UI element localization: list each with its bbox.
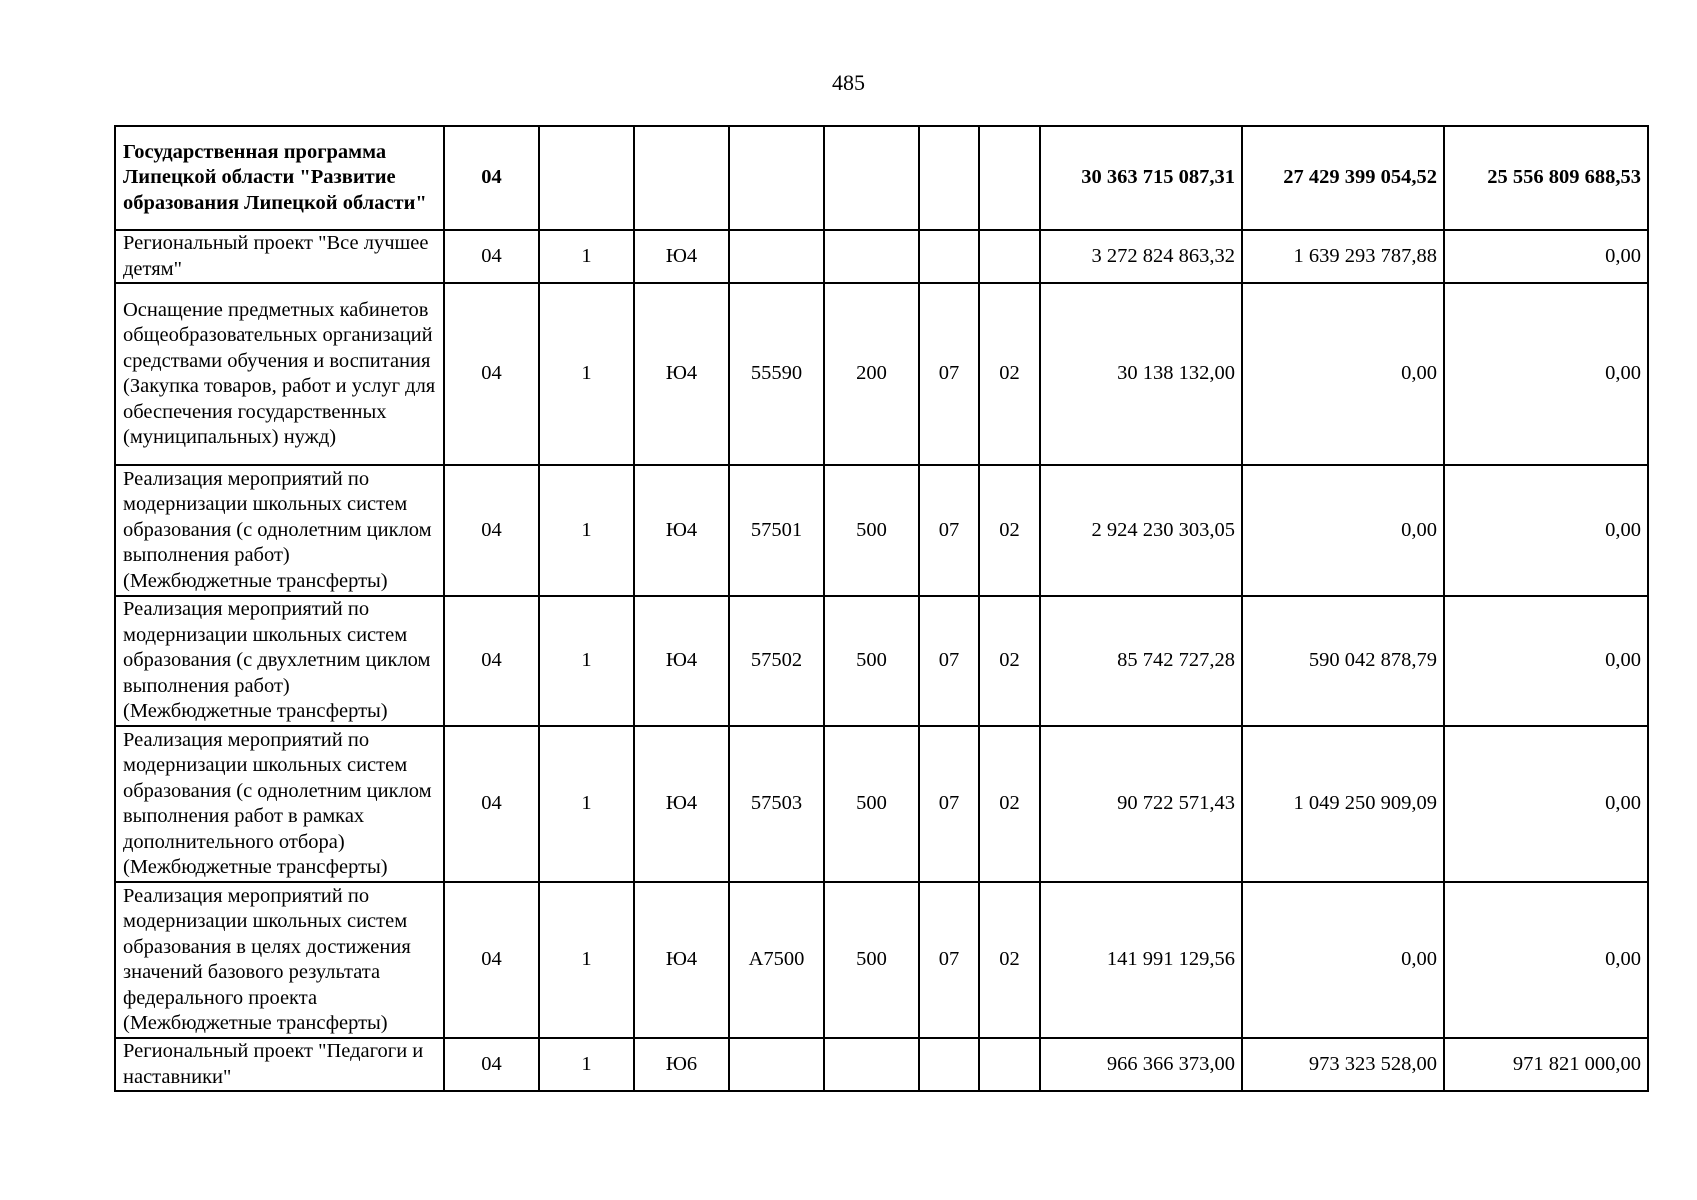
direction-code xyxy=(729,1038,824,1091)
row-name: Региональный проект "Педагоги и наставники" xyxy=(115,1038,444,1091)
amount-year-3: 0,00 xyxy=(1444,230,1648,283)
amount-year-2: 0,00 xyxy=(1242,882,1444,1038)
subprogram-code: 1 xyxy=(539,882,634,1038)
amount-year-2: 27 429 399 054,52 xyxy=(1242,126,1444,230)
subprogram-code: 1 xyxy=(539,230,634,283)
section-code: 07 xyxy=(919,596,979,726)
amount-year-3: 0,00 xyxy=(1444,283,1648,465)
subprogram-code: 1 xyxy=(539,465,634,596)
amount-year-2: 0,00 xyxy=(1242,283,1444,465)
amount-year-3: 971 821 000,00 xyxy=(1444,1038,1648,1091)
table-row xyxy=(115,283,1648,465)
subsection-code xyxy=(979,126,1040,230)
program-code: 04 xyxy=(444,126,539,230)
project-code: Ю4 xyxy=(634,465,729,596)
expense-type-code xyxy=(824,230,919,283)
table-row xyxy=(115,465,1648,596)
table-row xyxy=(115,230,1648,283)
amount-year-1: 2 924 230 303,05 xyxy=(1040,465,1242,596)
subsection-code: 02 xyxy=(979,283,1040,465)
amount-year-3: 0,00 xyxy=(1444,882,1648,1038)
amount-year-1: 141 991 129,56 xyxy=(1040,882,1242,1038)
amount-year-2: 1 049 250 909,09 xyxy=(1242,726,1444,882)
direction-code: 57501 xyxy=(729,465,824,596)
row-name: Государственная программа Липецкой области "Развитие образования Липецкой области" xyxy=(115,126,444,230)
subprogram-code: 1 xyxy=(539,283,634,465)
expense-type-code: 500 xyxy=(824,882,919,1038)
table-row xyxy=(115,596,1648,726)
direction-code xyxy=(729,230,824,283)
section-code: 07 xyxy=(919,882,979,1038)
section-code xyxy=(919,126,979,230)
project-code: Ю4 xyxy=(634,230,729,283)
amount-year-1: 85 742 727,28 xyxy=(1040,596,1242,726)
amount-year-1: 30 363 715 087,31 xyxy=(1040,126,1242,230)
project-code: Ю4 xyxy=(634,596,729,726)
subsection-code xyxy=(979,1038,1040,1091)
amount-year-3: 25 556 809 688,53 xyxy=(1444,126,1648,230)
section-code xyxy=(919,1038,979,1091)
subprogram-code: 1 xyxy=(539,726,634,882)
row-name: Реализация мероприятий по модернизации школьных систем образования (с двухлетним циклом выполнения работ) (Межбюджетные трансферты) xyxy=(115,596,444,726)
program-code: 04 xyxy=(444,596,539,726)
table-row xyxy=(115,882,1648,1038)
direction-code: 57503 xyxy=(729,726,824,882)
amount-year-3: 0,00 xyxy=(1444,465,1648,596)
program-code: 04 xyxy=(444,1038,539,1091)
section-code: 07 xyxy=(919,465,979,596)
amount-year-1: 30 138 132,00 xyxy=(1040,283,1242,465)
amount-year-3: 0,00 xyxy=(1444,726,1648,882)
program-code: 04 xyxy=(444,726,539,882)
amount-year-1: 90 722 571,43 xyxy=(1040,726,1242,882)
subsection-code: 02 xyxy=(979,465,1040,596)
amount-year-1: 3 272 824 863,32 xyxy=(1040,230,1242,283)
expense-type-code xyxy=(824,126,919,230)
amount-year-2: 590 042 878,79 xyxy=(1242,596,1444,726)
section-code: 07 xyxy=(919,283,979,465)
subsection-code: 02 xyxy=(979,726,1040,882)
direction-code: А7500 xyxy=(729,882,824,1038)
project-code: Ю6 xyxy=(634,1038,729,1091)
expense-type-code: 500 xyxy=(824,465,919,596)
direction-code xyxy=(729,126,824,230)
row-name: Оснащение предметных кабинетов общеобразовательных организаций средствами обучения и воспитания (Закупка товаров, работ и услуг для обеспечения государственных (муниципальных) нужд) xyxy=(115,283,444,465)
expense-type-code: 500 xyxy=(824,596,919,726)
project-code xyxy=(634,126,729,230)
table-row xyxy=(115,1038,1648,1091)
subsection-code xyxy=(979,230,1040,283)
section-code: 07 xyxy=(919,726,979,882)
direction-code: 55590 xyxy=(729,283,824,465)
subsection-code: 02 xyxy=(979,882,1040,1038)
direction-code: 57502 xyxy=(729,596,824,726)
project-code: Ю4 xyxy=(634,283,729,465)
subsection-code: 02 xyxy=(979,596,1040,726)
project-code: Ю4 xyxy=(634,726,729,882)
expense-type-code: 200 xyxy=(824,283,919,465)
amount-year-2: 0,00 xyxy=(1242,465,1444,596)
program-code: 04 xyxy=(444,283,539,465)
program-code: 04 xyxy=(444,882,539,1038)
expense-type-code xyxy=(824,1038,919,1091)
table-row xyxy=(115,126,1648,230)
budget-table xyxy=(114,125,1649,1092)
amount-year-2: 973 323 528,00 xyxy=(1242,1038,1444,1091)
expense-type-code: 500 xyxy=(824,726,919,882)
row-name: Реализация мероприятий по модернизации школьных систем образования (с однолетним циклом выполнения работ) (Межбюджетные трансферты) xyxy=(115,465,444,596)
row-name: Реализация мероприятий по модернизации школьных систем образования (с однолетним циклом выполнения работ в рамках дополнительного отбора) (Межбюджетные трансферты) xyxy=(115,726,444,882)
program-code: 04 xyxy=(444,230,539,283)
page-number: 485 xyxy=(832,70,865,95)
project-code: Ю4 xyxy=(634,882,729,1038)
table-row xyxy=(115,726,1648,882)
subprogram-code: 1 xyxy=(539,1038,634,1091)
amount-year-2: 1 639 293 787,88 xyxy=(1242,230,1444,283)
program-code: 04 xyxy=(444,465,539,596)
subprogram-code: 1 xyxy=(539,596,634,726)
row-name: Реализация мероприятий по модернизации школьных систем образования в целях достижения значений базового результата федерального проекта (Межбюджетные трансферты) xyxy=(115,882,444,1038)
amount-year-3: 0,00 xyxy=(1444,596,1648,726)
section-code xyxy=(919,230,979,283)
row-name: Региональный проект "Все лучшее детям" xyxy=(115,230,444,283)
amount-year-1: 966 366 373,00 xyxy=(1040,1038,1242,1091)
subprogram-code xyxy=(539,126,634,230)
